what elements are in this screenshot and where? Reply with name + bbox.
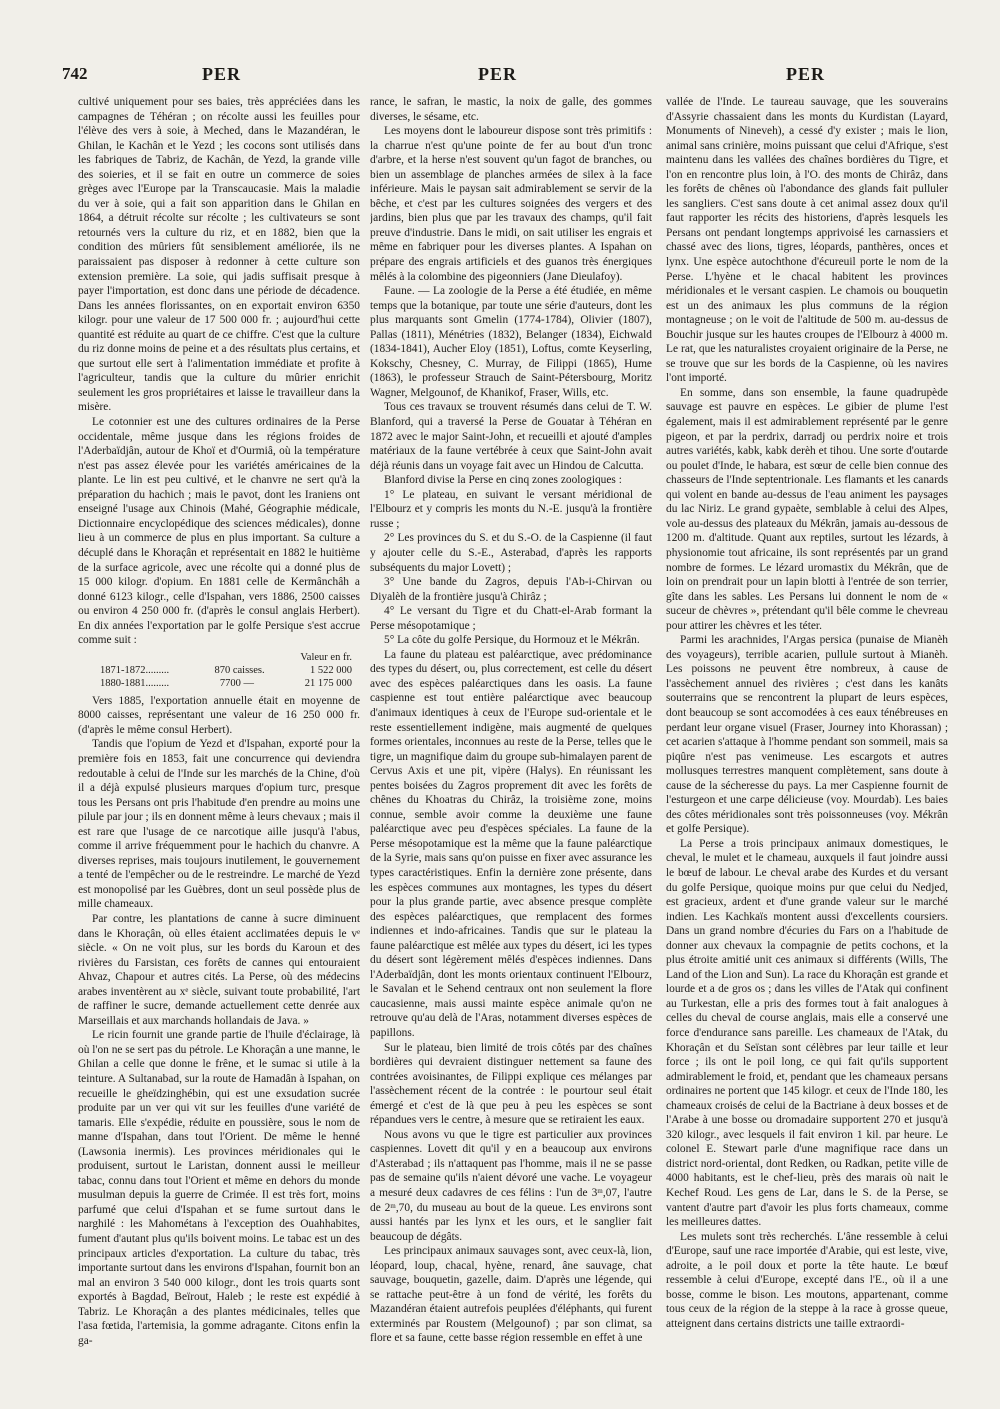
paragraph: Nous avons vu que le tigre est particulier aux provinces caspiennes. Lovett dit qu'il y en a beaucoup aux environs d'Asterabad ; ils n'attaquent pas l'homme, mais il ne se passe pas de semaine qu'ils n'aient dévoré une vache. Le voyageur a mesuré deux cadavres de ces félins : l'un de 3ᵐ,07, l'autre de 2ᵐ,70, du museau au bout de la queue. Les environs sont aussi hantés par les lynx et les ours, et le sanglier fait beaucoup de dégâts. bbox=[370, 1128, 652, 1243]
table-header: Valeur en fr. bbox=[300, 651, 352, 663]
paragraph: vallée de l'Inde. Le taureau sauvage, que les souverains d'Assyrie chassaient dans les monts du Kurdistan (Layard, Monuments of Nineveh), a cessé d'y exister ; mais le lion, animal sans crinière, moins puissant que celui d'Afrique, s'est maintenu dans les vallées des chaînes bordières du Tigre, et l'on en rencontre plus loin, à l'O. des monts de Chirâz, dans les forêts de chênes où l'abondance des glands fait pulluler les sangliers. C'est sans doute à cet animal assez doux qu'il faut rapporter les récits des historiens, d'après lesquels les Persans ont pendant longtemps apprivoisé les carnassiers et chassé avec des lions, tigres, léopards, panthères, onces et lynx. Une espèce autochthone d'écureuil porte le nom de la Perse. L'hyène et le chacal habitent les provinces méridionales et le versant caspien. Le chamois ou bouquetin est un des animaux les plus communs de la région montagneuse ; on le voit de l'altitude de 500 m. au-dessus de Bouchir jusque sur les hautes croupes de l'Elbourz à 4000 m. Le rat, que les naturalistes croyaient originaire de la Perse, ne se trouve que sur les bords de la Caspienne, où les navires l'ont importé. bbox=[666, 96, 948, 385]
paragraph: Les moyens dont le laboureur dispose sont très primitifs : la charrue n'est qu'une pointe de fer au bout d'un tronc d'arbre, et la herse n'est souvent qu'un fagot de branches, ou bien un assemblage de planches armées de silex à la face inférieure. Mais le paysan sait admirablement se servir de la bêche, et c'est par les cultures soignées des vergers et des jardins, bien plus que par les travaux des champs, qu'il fait preuve d'industrie. Dans le midi, on sait utiliser les engrais et même en fabriquer pour les diverses plantes. A Ispahan on prépare des engrais artificiels et des guanos très énergiques mêlés à la colombine des pigeonniers (Jane Dieulafoy). bbox=[370, 125, 652, 283]
paragraph: Par contre, les plantations de canne à sucre diminuent dans le Khoraçân, où elles étaient acclimatées depuis le vᵉ siècle. « On ne voit plus, sur les bords du Karoun et des rivières du Farsistan, ces forêts de cannes qui entouraient Ahvaz, Chapour et autres cités. La Perse, où des médecins arabes inventèrent au xᵉ siècle, suivant toute probabilité, l'art de raffiner le sucre, demande actuellement cette denrée aux Marseillais et aux marchands hollandais de Java. » bbox=[78, 912, 360, 1027]
paragraph: Tandis que l'opium de Yezd et d'Ispahan, exporté pour la première fois en 1853, fait une concurrence qui deviendra redoutable à celui de l'Inde sur les marchés de la Chine, d'où il a déjà expulsé plusieurs marques d'opium turc, presque tous les Persans ont pris l'habitude d'en prendre au moins une pilule par jour ; ils en donnent même à leurs chevaux ; mais il est rare que l'usage de ce narcotique aille jusqu'à l'abus, comme il arrive fréquemment pour le hachich du chanvre. A diverses reprises, mais toujours inutilement, le gouvernement a tenté de l'empêcher ou de le restreindre. Le marché de Yezd est monopolisé par les Guèbres, dont un seul possède plus de mille chameaux. bbox=[78, 738, 360, 911]
paragraph: Parmi les arachnides, l'Argas persica (punaise de Mianèh des voyageurs), terrible acarien, pullule surtout à Mianèh. Les poissons ne peuvent être nombreux, à cause de l'assèchement annuel des rivières ; c'est dans les kanâts souterrains que se rencontrent la plupart de leurs espèces, dont beaucoup se sont accomodées à ces eaux ténébreuses en perdant leur organe visuel (Fraser, Journey into Khorassan) ; cet acarien s'attaque à l'homme pendant son sommeil, mais sa piqûre n'est pas venimeuse. Les escargots et autres mollusques terrestres manquent complètement, sans doute à cause de la sécheresse du pays. La mer Caspienne fournit de l'esturgeon et une carpe délicieuse (voy. Mourdab). Les baies des côtes méridionales sont très poissonneuses (voy. Mékrân et golfe Persique). bbox=[666, 634, 948, 836]
zone-item: 5° La côte du golfe Persique, du Hormouz et le Mékrân. bbox=[384, 634, 640, 647]
table-cell-value: 1 522 000 bbox=[309, 664, 352, 676]
table-cell-quantity: 7700 — bbox=[219, 677, 254, 689]
running-head-center: PER bbox=[478, 64, 517, 84]
paragraph: Blanford divise la Perse en cinq zones zoologiques : bbox=[384, 474, 622, 487]
zone-item: 4° Le versant du Tigre et du Chatt-el-Arab formant la Perse mésopotamique ; bbox=[370, 605, 652, 632]
table-row bbox=[78, 677, 360, 690]
zone-item: 3° Une bande du Zagros, depuis l'Ab-i-Chirvan ou Diyalèh de la frontière jusqu'à Chirâz ; bbox=[370, 576, 652, 603]
table-cell-value: 21 175 000 bbox=[304, 677, 352, 689]
table-cell-quantity: 870 caisses. bbox=[214, 664, 265, 676]
page-number: 742 bbox=[62, 64, 88, 83]
text-column-2 bbox=[370, 95, 652, 1385]
paragraph: Faune. — La zoologie de la Perse a été étudiée, en même temps que la botanique, par toute une série d'auteurs, dont les plus marquants sont Gmelin (1774-1784), Olivier (1807), Pallas (1811), Ménétries (1832), Belanger (1834), Eichwald (1834-1841), Aucher Eloy (1851), Loftus, comte Keyserling, Kokschy, Chesney, C. Murray, de Filippi (1865), Hume (1863), le professeur Strauch de Saint-Pétersbourg, Moritz Wagner, Melgounof, de Khanikof, Fraser, Wills, etc. bbox=[370, 285, 652, 399]
paragraph: cultivé uniquement pour ses baies, très appréciées dans les campagnes de Téhéran ; on récolte aussi les feuilles pour l'élève des vers à soie, à Meched, dans le Mazandéran, le Ghilan, le Kachân et le Yezd ; les cocons sont utilisés dans les fabriques de Tabriz, de Kachân, de Yezd, la grande ville des soieries, et il se fait en outre un commerce de soies grèges avec l'Europe par la Transcaucasie. Mais la maladie du ver à soie, qui a fait son apparition dans le Ghilan en 1864, a détruit récolte sur récolte ; les cultivateurs se sont retournés vers la culture du riz, et en 1882, bien que la condition des mûriers fût sensiblement améliorée, ils ne paraissaient pas disposer à redonner à cette culture son extension première. La soie, qui jadis suffisait presque à payer l'importation, est donc dans une période de décadence. Dans les années florissantes, on en exportait environ 6350 kilogr. pour une valeur de 17 500 000 fr. ; aujourd'hui cette quantité est réduite au quart de ce chiffre. C'est que la culture du riz donne moins de peine et a des résultats plus certains, et que surtout elle sert à l'alimentation immédiate et profite à l'agriculteur, tandis que la culture du mûrier enrichit seulement les gros propriétaires et laisse le travailleur dans la misère. bbox=[78, 96, 360, 414]
page-header bbox=[0, 64, 1000, 94]
table-cell-years: 1871-1872......... bbox=[100, 664, 170, 676]
paragraph: Vers 1885, l'exportation annuelle était en moyenne de 8000 caisses, représentant une valeur de 16 250 000 fr. (d'après le même consul Herbert). bbox=[78, 694, 360, 736]
running-head-right: PER bbox=[786, 64, 825, 84]
running-head-left: PER bbox=[202, 64, 241, 84]
zone-item: 2° Les provinces du S. et du S.-O. de la Caspienne (il faut y ajouter celle du S.-E., Asterabad, d'après les rapports subséquents du major Lovett) ; bbox=[370, 532, 652, 574]
paragraph: En somme, dans son ensemble, la faune quadrupède sauvage est pauvre en espèces. Le gibier de plume l'est également, mais il est admirablement représenté par le genre pigeon, et par la perdrix, darradj ou perdrix noire et trois autres variétés, kabk, kabk derèh et tihou. Une sorte d'outarde ou poulet d'Inde, le habara, est sœur de celle bien connue des chasseurs de l'Inde septentrionale. Les flamants et les canards qui volent en bande au-dessus de l'eau animent les paysages du lac Niriz. Le grand gypaète, semblable à celui des Alpes, vole au-dessus des plateaux du Mékrân, jamais au-dessous de 1200 m. d'altitude. Quant aux reptiles, surtout les lézards, à physionomie tout africaine, ils sont représentés par un grand nombre de formes. Le lézard uromastix du Mékrân, que de loin on prendrait pour un lapin blotti à l'entrée de son terrier, gîte dans les sables. Les Persans lui donnent le nom de « suceur de chèvres », prétendant qu'il bêle comme le chevreau pour attirer les chèvres et les téter. bbox=[666, 386, 948, 632]
paragraph: Sur le plateau, bien limité de trois côtés par des chaînes bordières qui devraient distinguer nettement sa faune des contrées avoisinantes, de Filippi explique ces mélanges par l'assèchement récent de la contrée : le pourtour seul était émergé et c'est de là que peu à peu les espèces se sont répandues vers le centre, à mesure que se retiraient les eaux. bbox=[370, 1041, 652, 1127]
opium-export-table bbox=[78, 651, 360, 690]
paragraph: rance, le safran, le mastic, la noix de galle, des gommes diverses, le sésame, etc. bbox=[370, 96, 652, 123]
paragraph: Le cotonnier est une des cultures ordinaires de la Perse occidentale, même jusque dans les régions froides de l'Aderbaïdjân, autour de Khoï et d'Ourmiâ, où la température n'est pas assez élevée pour les variétés américaines de la plante. Le lin est peu cultivé, et le chanvre ne sert qu'à la préparation du hachich ; mais le pavot, dont les Iraniens ont enseigné l'usage aux Chinois (Mahé, Géographie médicale, Dictionnaire encyclopédique des sciences médicales), donne lieu à un commerce de plus en plus important. Sa culture a décuplé dans le Khoraçân et représentait en 1882 le huitième de la surface agricole, avec une récolte qui a donné plus de 15 000 kilogr. d'opium. En 1881 celle de Kermânchâh a donné 6123 kilogr., celle d'Ispahan, vers 1886, 2500 caisses ou environ 4 250 000 fr. (d'après le consul anglais Herbert). En dix années l'exportation par le golfe Persique s'est accrue comme suit : bbox=[78, 416, 360, 647]
paragraph: La faune du plateau est paléarctique, avec prédominance des types du désert, ou, plus correctement, est celle du désert avec des espèces paléarctiques dans les oasis. La faune caspienne est tout entière paléarctique avec beaucoup d'animaux identiques à ceux de l'Europe sud-orientale et le reste essentiellement indigène, mais augmenté de quelques formes orientales, inconnues au reste de la Perse, telles que le tigre, un magnifique daim du groupe sub-himalayen parent de Cervus Axis et une pit, vipère (Halys). En réunissant les pentes boisées du Zagros proprement dit avec les forêts de chênes du Khoatras du Chirâz, la troisième zone, moins connue, semble avoir comme la deuxième une faune paléarctique avec peu d'espèces spéciales. La faune de la Perse mésopotamique est la même que la faune paléarctique de la Syrie, mais sans qu'on puisse en fixer avec assurance les types caractéristiques. Enfin la dernière zone présente, dans les espèces communes aux montagnes, les types du désert pour la plus grande partie, avec absence presque complète des espèces paléarctiques, que remplacent des formes indiennes et indo-africaines. Tandis que sur le plateau la faune paléarctique est mêlée aux types du désert, ici les types du désert sont légèrement mêlés d'espèces indiennes. Dans l'Aderbaïdjân, dont les monts orientaux continuent l'Elbourz, le Savalan et le Sehend centraux ont non seulement la flore caucasienne, mais aussi mainte espèce animale qu'on ne retrouve qu'au delà de l'Aras, notamment diverses espèces de papillons. bbox=[370, 648, 652, 1039]
paragraph: Les mulets sont très recherchés. L'âne ressemble à celui d'Europe, sauf une race importée d'Arabie, qui est leste, vive, adroite, a le poil doux et porte la tête haute. Le bœuf ressemble à celui d'Europe, excepté dans l'E., où il a une bosse, comme le bison. Les moutons, appartenant, comme tous ceux de la région de la steppe à la race à grosse queue, atteignent dans certains districts une taille extraordi- bbox=[666, 1230, 948, 1330]
table-row bbox=[78, 664, 360, 677]
paragraph: La Perse a trois principaux animaux domestiques, le cheval, le mulet et le chameau, auxquels il faut joindre aussi le bœuf de labour. Le cheval arabe des Kurdes et du versant du golfe Persique, quoique moins pur que celui du Nedjed, est gracieux, ardent et d'une grande valeur sur le marché indien. Les Kachkaïs montent aussi d'excellents coursiers. Dans un grand nombre d'écuries du Fars on a l'habitude de donner aux chevaux la compagnie de petits cochons, et la plus étroite amitié unit ces animaux si différents (Wills, The Land of the Lion and Sun). La race du Khoraçân est grande et lourde et a de gros os ; dans les villes de l'Atak qui confinent au Turkestan, elle a pris des formes tout à fait analogues à celles du cheval de course anglais, mais elle a conservé une force d'endurance sans pareille. Les chameaux de l'Atak, du Khoraçân et du Seïstan sont célèbres par leur taille et leur force ; ils ont le poil long, ce qui fait qu'ils supportent admirablement le froid, et, pendant que les chameaux persans ordinaires ne portent que 145 kilogr. et ceux de l'Inde 180, les chameaux croisés de celui de la Bactriane à deux bosses et de l'Arabe à une bosse ou dromadaire supportent 270 et jusqu'à 320 kilogr., avec lesquels il fait environ 1 kil. par heure. Le colonel E. Stewart parle d'une magnifique race dans un district nord-oriental, dont Redken, ou Radkan, petite ville de 4000 habitants, est le chef-lieu, près des marais où nait le Kechef Roud. Les gens de Lar, dans le S. de la Perse, se vantent d'autre part d'avoir les plus forts chameaux, comme les meilleures dattes. bbox=[666, 837, 948, 1229]
paragraph: Tous ces travaux se trouvent résumés dans celui de T. W. Blanford, qui a traversé la Perse de Gouatar à Téhéran en 1872 avec le major Saint-John, et recueilli et ajouté d'amples matériaux de la faune vertébrée à ceux que Saint-John avait déjà réunis dans un voyage fait avec un Hindou de Calcutta. bbox=[370, 401, 652, 472]
text-column-3 bbox=[666, 95, 948, 1385]
paragraph: Les principaux animaux sauvages sont, avec ceux-là, lion, léopard, loup, chacal, hyène, renard, âne sauvage, chat sauvage, bouquetin, gazelle, daim. D'après une légende, qui se rattache peut-être à un fond de vérité, les forêts du Mazandéran étaient autrefois peuplées d'éléphants, qui furent exterminés par Roustem (Melgounof) ; par son climat, sa flore et sa faune, cette basse région ressemble en effet à une bbox=[370, 1245, 652, 1345]
table-cell-years: 1880-1881......... bbox=[100, 677, 170, 689]
paragraph: Le ricin fournit une grande partie de l'huile d'éclairage, là où l'on ne se sert pas du pétrole. Le Khoraçân a une manne, le Ghilan a celle que donne le frêne, et le sumac si utile à la teinture. A Sultanabad, sur la route de Hamadân à Ispahan, on recueille le gheïdzinghébin, qui est une exsudation sucrée produite par un ver qui vit sur les feuilles d'une variété de tamaris. Elle s'expédie, réduite en poussière, sous le nom de manne d'Ispahan, dans tout l'Orient. De même le henné (Lawsonia inermis). Les provinces méridionales qui le produisent, surtout le Laristan, donnent aussi le meilleur tabac, connu dans tout l'Orient et même en dehors du monde musulman depuis la guerre de Crimée. Il est très fort, moins parfumé que celui d'Ispahan et se fume surtout dans le narghilé : les Mahométans à l'exception des Ouahhabites, fument d'autant plus qu'ils boivent moins. Le tabac est un des principaux articles d'exportation. La culture du tabac, très importante surtout dans les environs d'Ispahan, fournit bon an mal an environ 3 540 000 kilogr., dont les trois quarts sont exportés à Bagdad, Beïrout, Haleb ; le reste est expédié à Tabriz. Le Khoraçân a des plantes médicinales, telles que l'asa fœtida, l'artemisia, la gomme adragante. Citons enfin la ga- bbox=[78, 1029, 360, 1347]
zone-item: 1° Le plateau, en suivant le versant méridional de l'Elbourz et y compris les monts du N.-E. jusqu'à la frontière russe ; bbox=[370, 488, 652, 530]
text-column-1 bbox=[78, 95, 360, 1385]
